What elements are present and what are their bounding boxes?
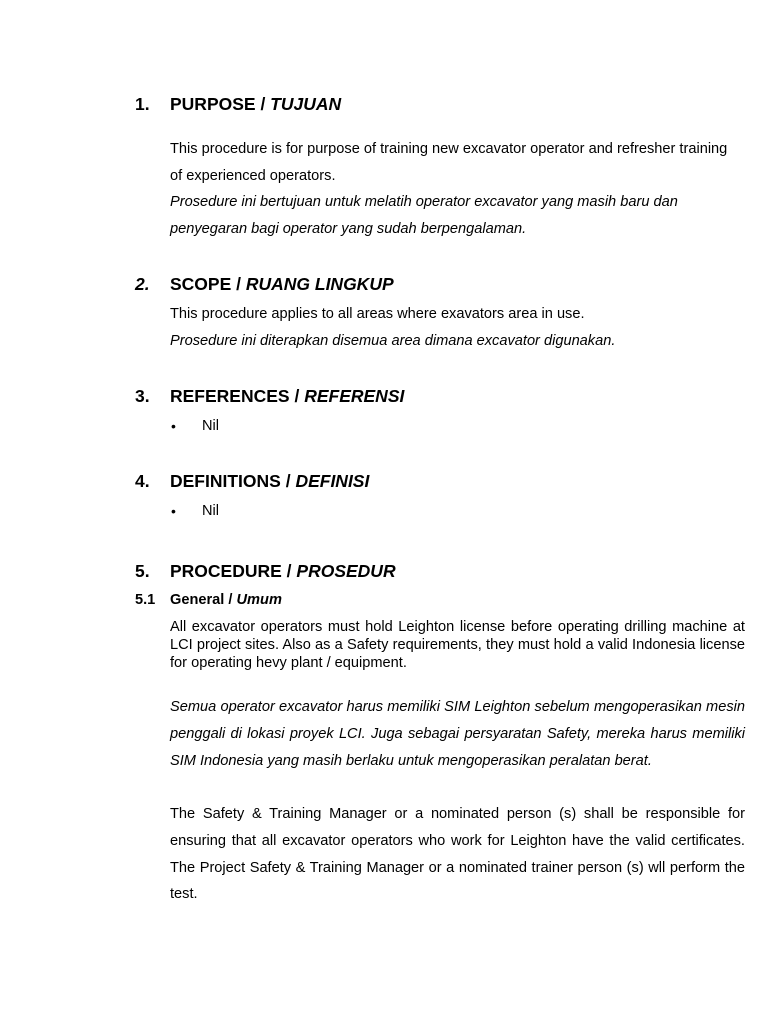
paragraph-line: of experienced operators. — [170, 168, 336, 184]
paragraph-line: This procedure is for purpose of training new excavator operator and refresher training — [170, 141, 728, 157]
section-number: 4. — [135, 471, 150, 491]
heading-text-italic: TUJUAN — [270, 94, 342, 114]
subsection-number: 5.1 — [135, 592, 156, 608]
bullet-icon: • — [171, 503, 176, 519]
list-item: Nil — [202, 503, 220, 519]
section-heading — [170, 274, 394, 295]
paragraph-line-italic: Prosedure ini bertujuan untuk melatih operator excavator yang masih baru dan — [170, 194, 678, 210]
heading-text: REFERENCES / — [170, 386, 305, 406]
paragraph-line: This procedure applies to all areas where exavators area in use. — [170, 306, 585, 322]
heading-text: General / — [170, 592, 237, 608]
heading-text: SCOPE / — [170, 274, 246, 294]
section-heading — [170, 94, 341, 115]
section-number: 1. — [135, 94, 150, 114]
heading-text-italic: REFERENSI — [304, 386, 405, 406]
section-number: 3. — [135, 386, 150, 406]
heading-text-italic: RUANG LINGKUP — [245, 274, 394, 294]
section-number: 2. — [135, 274, 150, 294]
heading-text: PROCEDURE / — [170, 561, 297, 581]
section-heading — [170, 386, 404, 407]
heading-text-italic: DEFINISI — [295, 471, 370, 491]
bullet-icon: • — [171, 418, 176, 434]
section-heading — [170, 561, 396, 582]
heading-text-italic: Umum — [236, 592, 282, 608]
paragraph-italic: Semua operator excavator harus memiliki SIM Leighton sebelum mengoperasikan mesin penggali di lokasi proyek LCI. Juga sebagai persyaratan Safety, mereka harus memiliki SIM Indonesia yang masih berlaku untuk mengoperasikan peralatan berat. — [170, 699, 745, 769]
heading-text: PURPOSE / — [170, 94, 271, 114]
heading-text-italic: PROSEDUR — [296, 561, 396, 581]
list-item: Nil — [202, 418, 220, 434]
subsection-heading — [170, 592, 282, 608]
paragraph-line-italic: penyegaran bagi operator yang sudah berpengalaman. — [170, 221, 527, 237]
section-number: 5. — [135, 561, 150, 581]
section-heading — [170, 471, 369, 492]
paragraph-line-italic: Prosedure ini diterapkan disemua area dimana excavator digunakan. — [170, 333, 616, 349]
paragraph: All excavator operators must hold Leighton license before operating drilling machine at LCI project sites. Also as a Safety requirements, they must hold a valid Indonesia license for operating hevy plant / equipment. — [170, 619, 745, 672]
paragraph: The Safety & Training Manager or a nominated person (s) shall be responsible for ensuring that all excavator operators who work for Leighton have the valid certificates. The Project Safety & Training Manager or a nominated trainer person (s) wll perform the test. — [170, 806, 745, 903]
heading-text: DEFINITIONS / — [170, 471, 296, 491]
